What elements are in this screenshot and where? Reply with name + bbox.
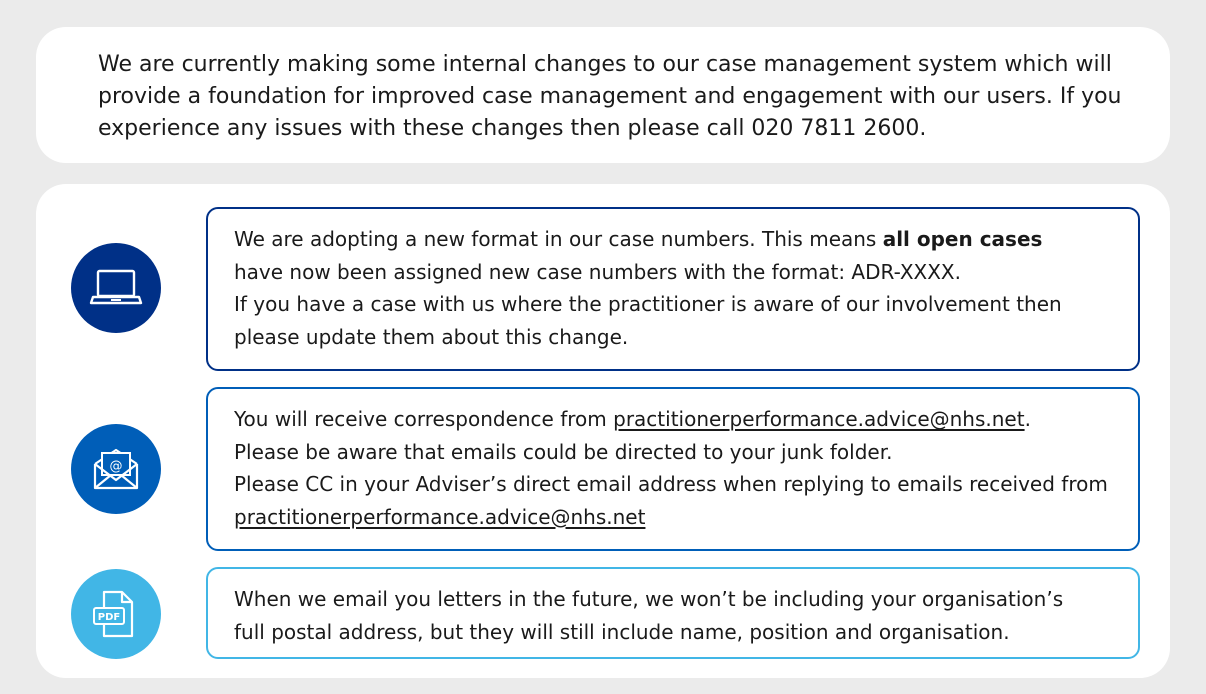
intro-text: We are currently making some internal changes to our case management system which will provide a foundation for improved case management and engagement with our users. If you experience any issues with these changes then please call 020 7811 2600.	[98, 52, 1122, 141]
svg-text:@: @	[109, 459, 123, 474]
advice-email-link-2[interactable]: practitionerperformance.advice@nhs.net	[234, 504, 646, 529]
case-number-line-2: have now been assigned new case numbers with the format: ADR-XXXX.	[234, 259, 961, 284]
case-number-line-4: please update them about this change.	[234, 324, 629, 349]
laptop-icon	[71, 243, 161, 333]
pdf-icon-label: PDF	[97, 612, 121, 623]
intro-panel	[36, 27, 1170, 163]
email-line-3: Please CC in your Adviser’s direct email address when replying to emails received from	[234, 472, 1108, 496]
letters-notice	[206, 567, 1140, 659]
letters-line-1: When we email you letters in the future, we won’t be including your organisation’s	[234, 587, 1064, 611]
email-line-4	[234, 501, 1120, 534]
all-open-cases-emphasis: all open cases	[882, 227, 1043, 251]
case-number-line-1: We are adopting a new format in our case numbers. This means all open cases	[234, 227, 1043, 251]
case-number-notice	[206, 207, 1140, 371]
email-line-2: Please be aware that emails could be directed to your junk folder.	[234, 439, 893, 464]
email-icon	[71, 424, 161, 514]
notices-panel	[36, 184, 1170, 678]
email-line-1: You will receive correspondence from practitionerperformance.advice@nhs.net.	[234, 407, 1031, 431]
pdf-document-icon	[71, 569, 161, 659]
case-number-line-3: If you have a case with us where the practitioner is aware of our involvement then	[234, 292, 1062, 316]
letters-line-2: full postal address, but they will still include name, position and organisation.	[234, 619, 1010, 644]
advice-email-link[interactable]: practitionerperformance.advice@nhs.net	[613, 407, 1025, 431]
email-notice	[206, 387, 1140, 551]
